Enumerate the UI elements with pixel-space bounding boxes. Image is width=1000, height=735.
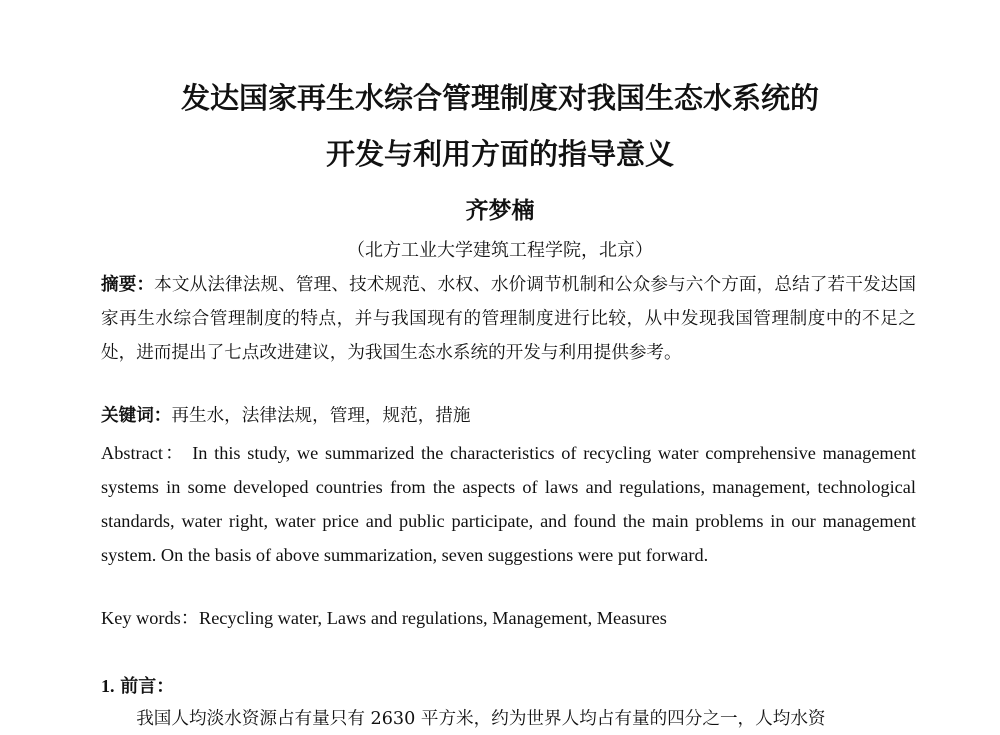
keywords-en-text: Recycling water, Laws and regulations, Management, Measures — [199, 608, 667, 628]
author-affiliation: （北方工业大学建筑工程学院，北京） — [347, 240, 653, 261]
intro-paragraph: 我国人均淡水资源占有量只有 2630 平方米，约为世界人均占有量的四分之一，人均水资 — [136, 709, 826, 729]
title-line-1: 发达国家再生水综合管理制度对我国生态水系统的 — [180, 81, 819, 115]
keywords-en — [101, 605, 916, 631]
abstract-en — [101, 436, 916, 572]
keywords-cn-label: 关键词： — [101, 406, 172, 426]
title-line-2: 开发与利用方面的指导意义 — [325, 137, 674, 171]
abstract-cn-text: 本文从法律法规、管理、技术规范、水权、水价调节机制和公众参与六个方面，总结了若干发达国家再生水综合管理制度的特点，并与我国现有的管理制度进行比较，从中发现我国管理制度中的不足之处，进而提出了七点改进建议，为我国生态水系统的开发与利用提供参考。 — [101, 275, 916, 363]
abstract-en-text: In this study, we summarized the characteristics of recycling water comprehensive management systems in some developed countries from the aspects of laws and regulations, management, technological standards, water right, water price and public participate, and found the main problems in our management system. On the basis of above summarization, seven suggestions were put forward. — [101, 443, 916, 565]
author-name: 齐梦楠 — [465, 198, 535, 224]
section-number: 1. — [101, 676, 115, 696]
abstract-cn-label: 摘要： — [101, 275, 155, 295]
keywords-en-label: Key words： — [101, 608, 199, 628]
keywords-cn — [101, 403, 916, 429]
abstract-en-label: Abstract： — [101, 443, 186, 463]
keywords-cn-text: 再生水，法律法规，管理，规范，措施 — [171, 406, 471, 426]
abstract-cn — [101, 268, 916, 370]
section-title: 前言： — [120, 676, 175, 697]
section-heading — [101, 673, 174, 700]
